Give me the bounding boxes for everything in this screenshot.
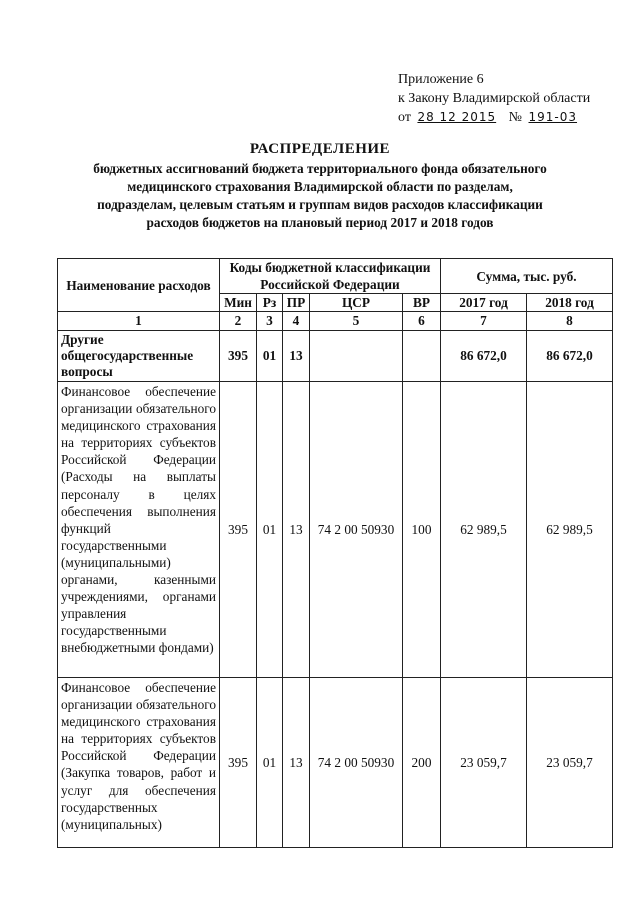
row-pr: 13 bbox=[283, 678, 310, 848]
column-number: 6 bbox=[403, 312, 441, 331]
row-sum-2017: 23 059,7 bbox=[441, 678, 527, 848]
header-pr: ПР bbox=[283, 294, 310, 312]
law-date: 28 12 2015 bbox=[417, 110, 497, 124]
column-number: 3 bbox=[257, 312, 283, 331]
header-min: Мин bbox=[220, 294, 257, 312]
row-vr: 200 bbox=[403, 678, 441, 848]
table-row bbox=[58, 678, 613, 848]
row-min: 395 bbox=[220, 331, 257, 382]
header-sum: Сумма, тыс. руб. bbox=[441, 259, 613, 294]
row-min: 395 bbox=[220, 678, 257, 848]
budget-table bbox=[57, 258, 613, 848]
header-2017: 2017 год bbox=[441, 294, 527, 312]
row-vr: 100 bbox=[403, 382, 441, 678]
appendix-label: Приложение 6 bbox=[398, 72, 484, 87]
row-sum-2018: 62 989,5 bbox=[527, 382, 613, 678]
appendix-block bbox=[398, 70, 628, 127]
subtitle-line: бюджетных ассигнований бюджета территориального фонда обязательного bbox=[93, 161, 547, 176]
row-csr: 74 2 00 50930 bbox=[310, 678, 403, 848]
subtitle-line: расходов бюджетов на плановый период 2017 и 2018 годов bbox=[146, 215, 494, 230]
header-codes: Коды бюджетной классификации Российской Федерации bbox=[220, 259, 441, 294]
table-row bbox=[58, 382, 613, 678]
subtitle-line: подразделам, целевым статьям и группам видов расходов классификации bbox=[97, 197, 543, 212]
row-min: 395 bbox=[220, 382, 257, 678]
subtitle-line: медицинского страхования Владимирской области по разделам, bbox=[127, 179, 513, 194]
row-rz: 01 bbox=[257, 331, 283, 382]
numbering-row bbox=[58, 312, 613, 331]
column-number: 5 bbox=[310, 312, 403, 331]
row-pr: 13 bbox=[283, 382, 310, 678]
row-name: Финансовое обеспечение организации обязательного медицинского страхования на территориях субъектов Российской Федерации (Расходы на выплаты персоналу в целях обеспечения выполнения функций государственными (муниципальными) органами, казенными учреждениями, органами управления государственными внебюджетными фондами) bbox=[58, 382, 220, 678]
header-rz: Рз bbox=[257, 294, 283, 312]
table-row bbox=[58, 331, 613, 382]
law-number: 191-03 bbox=[528, 110, 578, 124]
law-reference: к Закону Владимирской области bbox=[398, 91, 591, 106]
row-name: Другие общегосударственные вопросы bbox=[58, 331, 220, 382]
header-row bbox=[58, 259, 613, 294]
row-rz: 01 bbox=[257, 382, 283, 678]
row-rz: 01 bbox=[257, 678, 283, 848]
column-number: 2 bbox=[220, 312, 257, 331]
row-vr bbox=[403, 331, 441, 382]
document-subtitle bbox=[50, 160, 590, 232]
row-csr: 74 2 00 50930 bbox=[310, 382, 403, 678]
document-title: РАСПРЕДЕЛЕНИЕ bbox=[249, 141, 391, 157]
row-csr bbox=[310, 331, 403, 382]
header-name: Наименование расходов bbox=[58, 259, 220, 312]
column-number: 1 bbox=[58, 312, 220, 331]
column-number: 8 bbox=[527, 312, 613, 331]
row-sum-2017: 62 989,5 bbox=[441, 382, 527, 678]
row-sum-2018: 86 672,0 bbox=[527, 331, 613, 382]
column-number: 7 bbox=[441, 312, 527, 331]
number-label: № bbox=[508, 110, 523, 125]
from-label: от bbox=[398, 110, 411, 125]
row-name: Финансовое обеспечение организации обязательного медицинского страхования на территориях субъектов Российской Федерации (Закупка товаров, работ и услуг для обеспечения государственных (муниципальных) bbox=[58, 678, 220, 848]
row-pr: 13 bbox=[283, 331, 310, 382]
column-number: 4 bbox=[283, 312, 310, 331]
date-number-line bbox=[398, 108, 628, 127]
header-2018: 2018 год bbox=[527, 294, 613, 312]
header-csr: ЦСР bbox=[310, 294, 403, 312]
row-sum-2017: 86 672,0 bbox=[441, 331, 527, 382]
row-sum-2018: 23 059,7 bbox=[527, 678, 613, 848]
header-vr: ВР bbox=[403, 294, 441, 312]
